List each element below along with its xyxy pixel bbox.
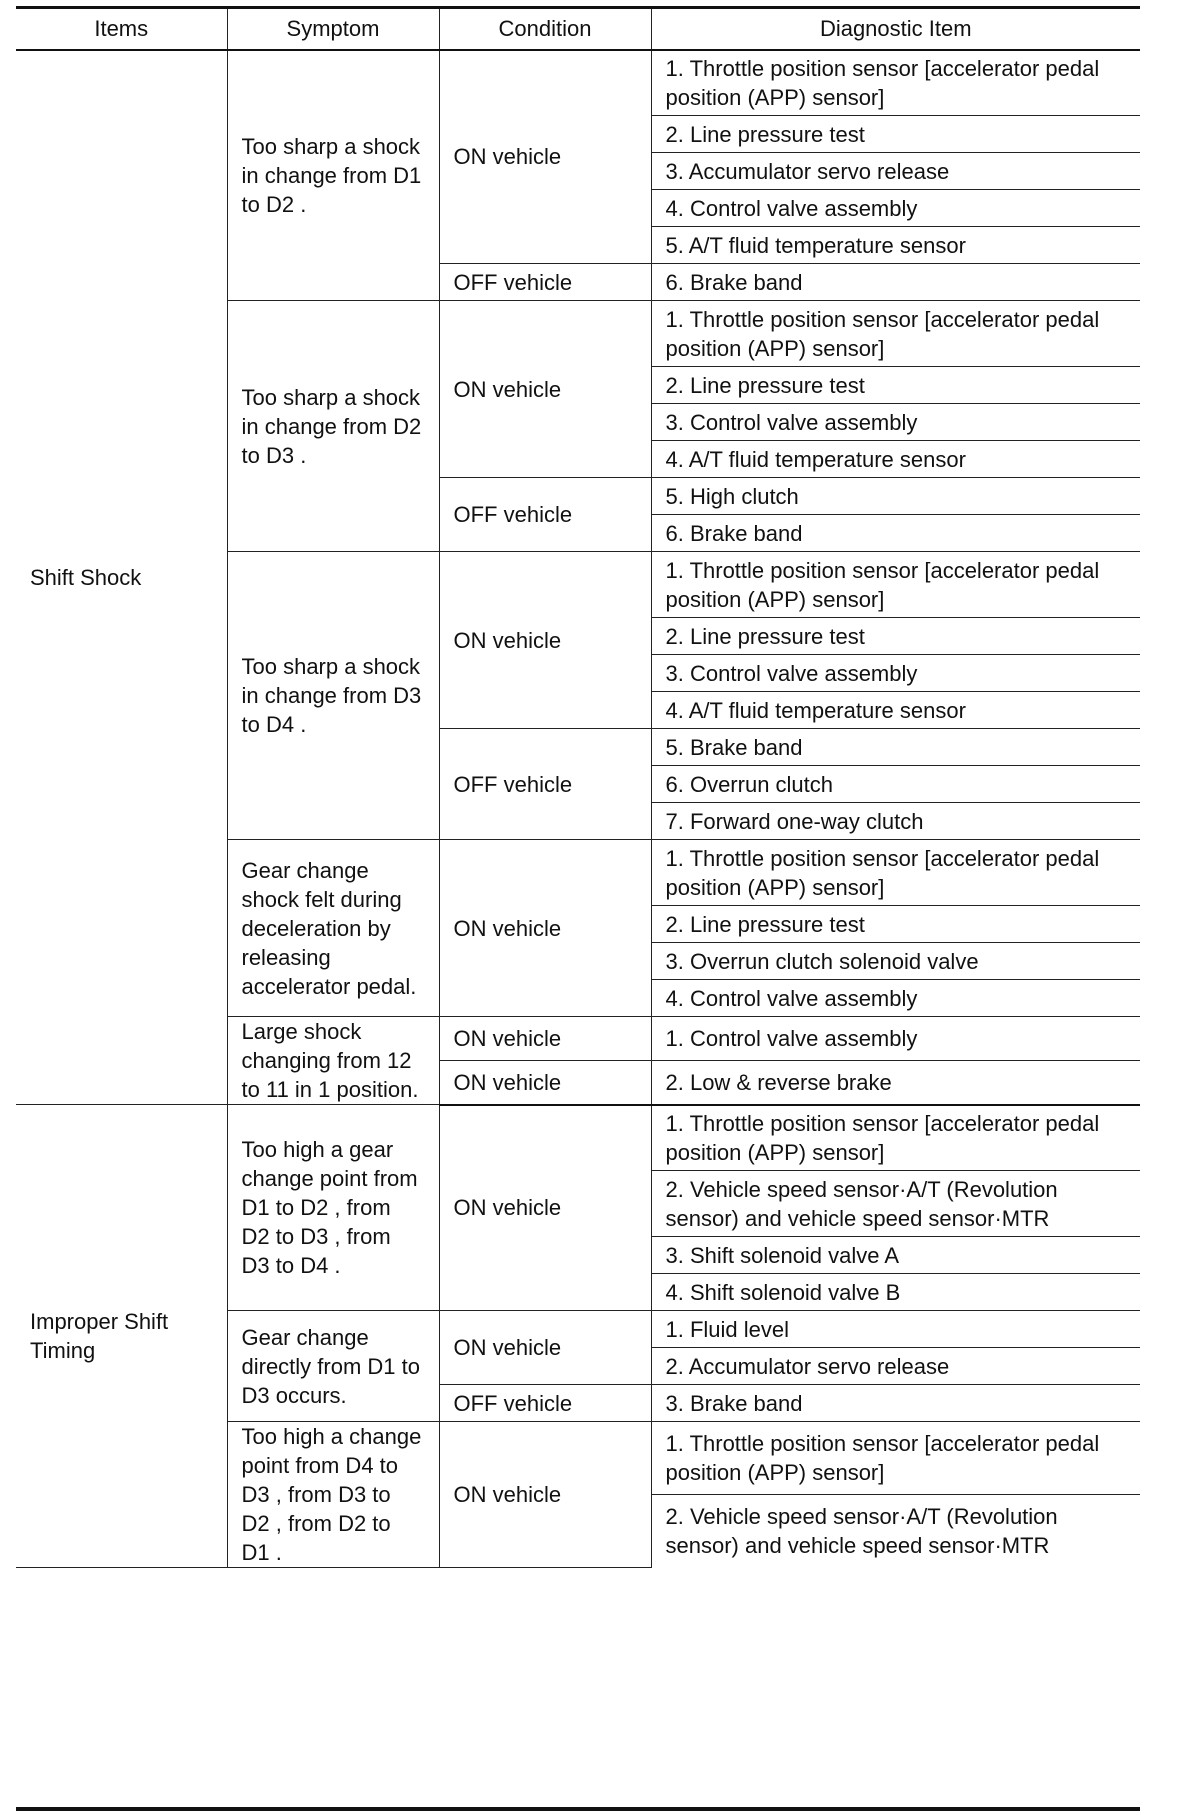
diagnostic-item-cell: 1. Fluid level xyxy=(651,1311,1140,1348)
diagnostic-item-cell: 2. Vehicle speed sensor·A/T (Revolution sensor) and vehicle speed sensor·MTR xyxy=(651,1171,1140,1237)
symptom-cell: Large shock changing from 12 to 11 in 1 position. xyxy=(227,1017,439,1105)
header-diagnostic-item: Diagnostic Item xyxy=(651,8,1140,50)
symptom-cell: Too high a change point from D4 to D3 , from D3 to D2 , from D2 to D1 . xyxy=(227,1422,439,1568)
diagnostic-item-cell: 2. Low & reverse brake xyxy=(651,1061,1140,1105)
condition-cell: ON vehicle xyxy=(439,1061,651,1105)
symptom-cell: Gear change directly from D1 to D3 occurs. xyxy=(227,1311,439,1422)
table-row xyxy=(16,50,1140,116)
diagnostic-item-cell: 3. Accumulator servo release xyxy=(651,153,1140,190)
condition-cell: OFF vehicle xyxy=(439,729,651,840)
bottom-rule xyxy=(16,1807,1140,1811)
condition-cell: OFF vehicle xyxy=(439,478,651,552)
diagnostic-table xyxy=(16,6,1140,1568)
table-body xyxy=(16,50,1140,1568)
header-row xyxy=(16,8,1140,50)
diagnostic-item-cell: 4. A/T fluid temperature sensor xyxy=(651,692,1140,729)
condition-cell: ON vehicle xyxy=(439,50,651,264)
symptom-cell: Gear change shock felt during deceleration by releasing accelerator pedal. xyxy=(227,840,439,1017)
condition-cell: ON vehicle xyxy=(439,552,651,729)
diagnostic-item-cell: 2. Line pressure test xyxy=(651,618,1140,655)
condition-cell: OFF vehicle xyxy=(439,264,651,301)
diagnostic-item-cell: 3. Overrun clutch solenoid valve xyxy=(651,943,1140,980)
symptom-cell: Too sharp a shock in change from D3 to D4 . xyxy=(227,552,439,840)
diagnostic-item-cell: 5. A/T fluid temperature sensor xyxy=(651,227,1140,264)
table-row xyxy=(16,1105,1140,1171)
header-items: Items xyxy=(16,8,227,50)
diagnostic-item-cell: 1. Throttle position sensor [accelerator pedal position (APP) sensor] xyxy=(651,1422,1140,1495)
diagnostic-item-cell: 4. Shift solenoid valve B xyxy=(651,1274,1140,1311)
condition-cell: ON vehicle xyxy=(439,301,651,478)
diagnostic-item-cell: 4. A/T fluid temperature sensor xyxy=(651,441,1140,478)
header-condition: Condition xyxy=(439,8,651,50)
diagnostic-item-cell: 2. Vehicle speed sensor·A/T (Revolution sensor) and vehicle speed sensor·MTR xyxy=(651,1495,1140,1568)
diagnostic-item-cell: 1. Throttle position sensor [accelerator pedal position (APP) sensor] xyxy=(651,840,1140,906)
diagnostic-item-cell: 6. Brake band xyxy=(651,515,1140,552)
diagnostic-item-cell: 3. Brake band xyxy=(651,1385,1140,1422)
diagnostic-item-cell: 4. Control valve assembly xyxy=(651,980,1140,1017)
diagnostic-item-cell: 1. Throttle position sensor [accelerator pedal position (APP) sensor] xyxy=(651,552,1140,618)
diagnostic-item-cell: 1. Throttle position sensor [accelerator pedal position (APP) sensor] xyxy=(651,1105,1140,1171)
condition-cell: OFF vehicle xyxy=(439,1385,651,1422)
diagnostic-item-cell: 3. Shift solenoid valve A xyxy=(651,1237,1140,1274)
condition-cell: ON vehicle xyxy=(439,1105,651,1311)
diagnostic-item-cell: 1. Throttle position sensor [accelerator pedal position (APP) sensor] xyxy=(651,50,1140,116)
diagnostic-item-cell: 5. Brake band xyxy=(651,729,1140,766)
condition-cell: ON vehicle xyxy=(439,840,651,1017)
diagnostic-item-cell: 2. Line pressure test xyxy=(651,906,1140,943)
diagnostic-item-cell: 6. Brake band xyxy=(651,264,1140,301)
diagnostic-item-cell: 2. Line pressure test xyxy=(651,367,1140,404)
condition-cell: ON vehicle xyxy=(439,1422,651,1568)
symptom-cell: Too high a gear change point from D1 to D2 , from D2 to D3 , from D3 to D4 . xyxy=(227,1105,439,1311)
diagnostic-item-cell: 3. Control valve assembly xyxy=(651,655,1140,692)
diagnostic-item-cell: 7. Forward one-way clutch xyxy=(651,803,1140,840)
diagnostic-item-cell: 2. Accumulator servo release xyxy=(651,1348,1140,1385)
condition-cell: ON vehicle xyxy=(439,1017,651,1061)
item-cell: Improper Shift Timing xyxy=(16,1105,227,1568)
symptom-cell: Too sharp a shock in change from D2 to D3 . xyxy=(227,301,439,552)
diagnostic-item-cell: 1. Throttle position sensor [accelerator pedal position (APP) sensor] xyxy=(651,301,1140,367)
diagnostic-item-cell: 2. Line pressure test xyxy=(651,116,1140,153)
diagnostic-item-cell: 4. Control valve assembly xyxy=(651,190,1140,227)
condition-cell: ON vehicle xyxy=(439,1311,651,1385)
diagnostic-item-cell: 5. High clutch xyxy=(651,478,1140,515)
diagnostic-item-cell: 3. Control valve assembly xyxy=(651,404,1140,441)
symptom-cell: Too sharp a shock in change from D1 to D2 . xyxy=(227,50,439,301)
diagnostic-item-cell: 6. Overrun clutch xyxy=(651,766,1140,803)
diagnostic-item-cell: 1. Control valve assembly xyxy=(651,1017,1140,1061)
item-cell: Shift Shock xyxy=(16,50,227,1105)
header-symptom: Symptom xyxy=(227,8,439,50)
